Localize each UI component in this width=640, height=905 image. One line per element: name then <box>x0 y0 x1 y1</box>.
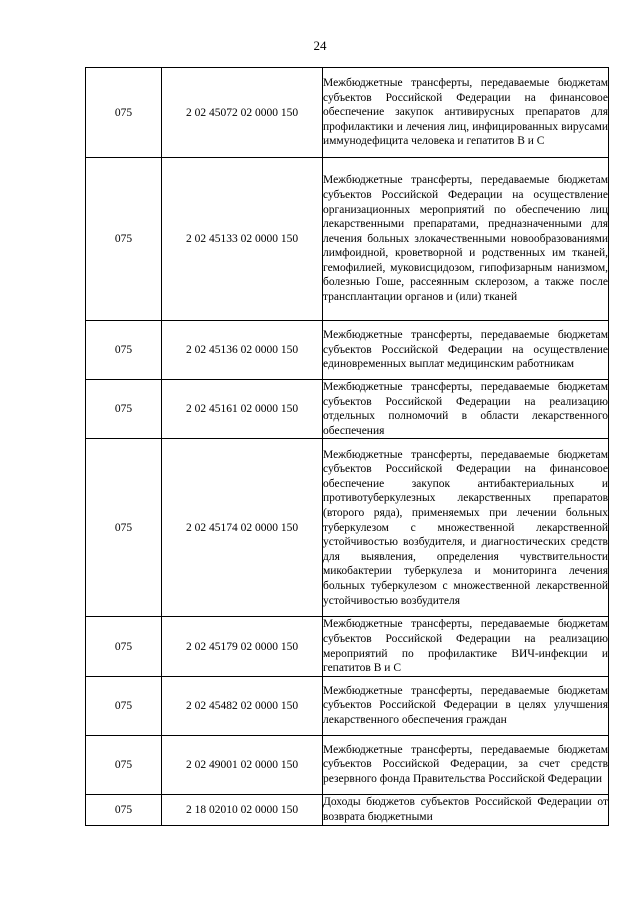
revenue-name-cell: Межбюджетные трансферты, передаваемые бюджетам субъектов Российской Федерации, за счет средств резервного фонда Правительства Российской Федерации <box>323 735 609 794</box>
revenue-name-cell: Межбюджетные трансферты, передаваемые бюджетам субъектов Российской Федерации на финансовое обеспечение закупок антивирусных препаратов для профилактики и лечения лиц, инфицированных вирусами иммунодефицита человека и гепатитов B и C <box>323 68 609 158</box>
budget-code-cell: 2 18 02010 02 0000 150 <box>162 794 323 825</box>
budget-code-cell: 2 02 45179 02 0000 150 <box>162 617 323 676</box>
admin-code-cell: 075 <box>86 321 162 380</box>
revenue-name-cell: Межбюджетные трансферты, передаваемые бюджетам субъектов Российской Федерации в целях улучшения лекарственного обеспечения граждан <box>323 676 609 735</box>
table-row <box>86 158 609 321</box>
table-row <box>86 321 609 380</box>
admin-code-cell: 075 <box>86 380 162 439</box>
page-number: 24 <box>313 38 327 53</box>
revenue-name-cell: Доходы бюджетов субъектов Российской Федерации от возврата бюджетными <box>323 794 609 825</box>
revenue-name-cell: Межбюджетные трансферты, передаваемые бюджетам субъектов Российской Федерации на реализацию мероприятий по профилактике ВИЧ-инфекции и гепатитов B и C <box>323 617 609 676</box>
budget-code-cell: 2 02 45161 02 0000 150 <box>162 380 323 439</box>
table-row <box>86 676 609 735</box>
budget-classification-table <box>85 67 609 826</box>
budget-code-cell: 2 02 45136 02 0000 150 <box>162 321 323 380</box>
budget-code-cell: 2 02 49001 02 0000 150 <box>162 735 323 794</box>
admin-code-cell: 075 <box>86 735 162 794</box>
admin-code-cell: 075 <box>86 617 162 676</box>
admin-code-cell: 075 <box>86 158 162 321</box>
admin-code-cell: 075 <box>86 676 162 735</box>
admin-code-cell: 075 <box>86 439 162 617</box>
revenue-name-cell: Межбюджетные трансферты, передаваемые бюджетам субъектов Российской Федерации на осуществление единовременных выплат медицинским работникам <box>323 321 609 380</box>
admin-code-cell: 075 <box>86 68 162 158</box>
table-row <box>86 794 609 825</box>
budget-code-cell: 2 02 45482 02 0000 150 <box>162 676 323 735</box>
table-row <box>86 380 609 439</box>
table-row <box>86 735 609 794</box>
admin-code-cell: 075 <box>86 794 162 825</box>
table-row <box>86 68 609 158</box>
budget-code-cell: 2 02 45133 02 0000 150 <box>162 158 323 321</box>
revenue-name-cell: Межбюджетные трансферты, передаваемые бюджетам субъектов Российской Федерации на осуществление организационных мероприятий по обеспечению лиц лекарственными препаратами, предназначенными для лечения больных злокачественными новообразованиями лимфоидной, кроветворной и родственных им тканей, гемофилией, муковисцидозом, гипофизарным нанизмом, болезнью Гоше, рассеянным склерозом, а также после трансплантации органов и (или) тканей <box>323 158 609 321</box>
table-row <box>86 617 609 676</box>
revenue-name-cell: Межбюджетные трансферты, передаваемые бюджетам субъектов Российской Федерации на реализацию отдельных полномочий в области лекарственного обеспечения <box>323 380 609 439</box>
revenue-name-cell: Межбюджетные трансферты, передаваемые бюджетам субъектов Российской Федерации на финансовое обеспечение закупок антибактериальных и противотуберкулезных лекарственных препаратов (второго ряда), применяемых при лечении больных туберкулезом с множественной лекарственной устойчивостью возбудителя, и диагностических средств для выявления, определения чувствительности микобактерии туберкулеза и мониторинга лечения больных туберкулезом с множественной лекарственной устойчивостью возбудителя <box>323 439 609 617</box>
table-row <box>86 439 609 617</box>
budget-code-cell: 2 02 45174 02 0000 150 <box>162 439 323 617</box>
budget-code-cell: 2 02 45072 02 0000 150 <box>162 68 323 158</box>
